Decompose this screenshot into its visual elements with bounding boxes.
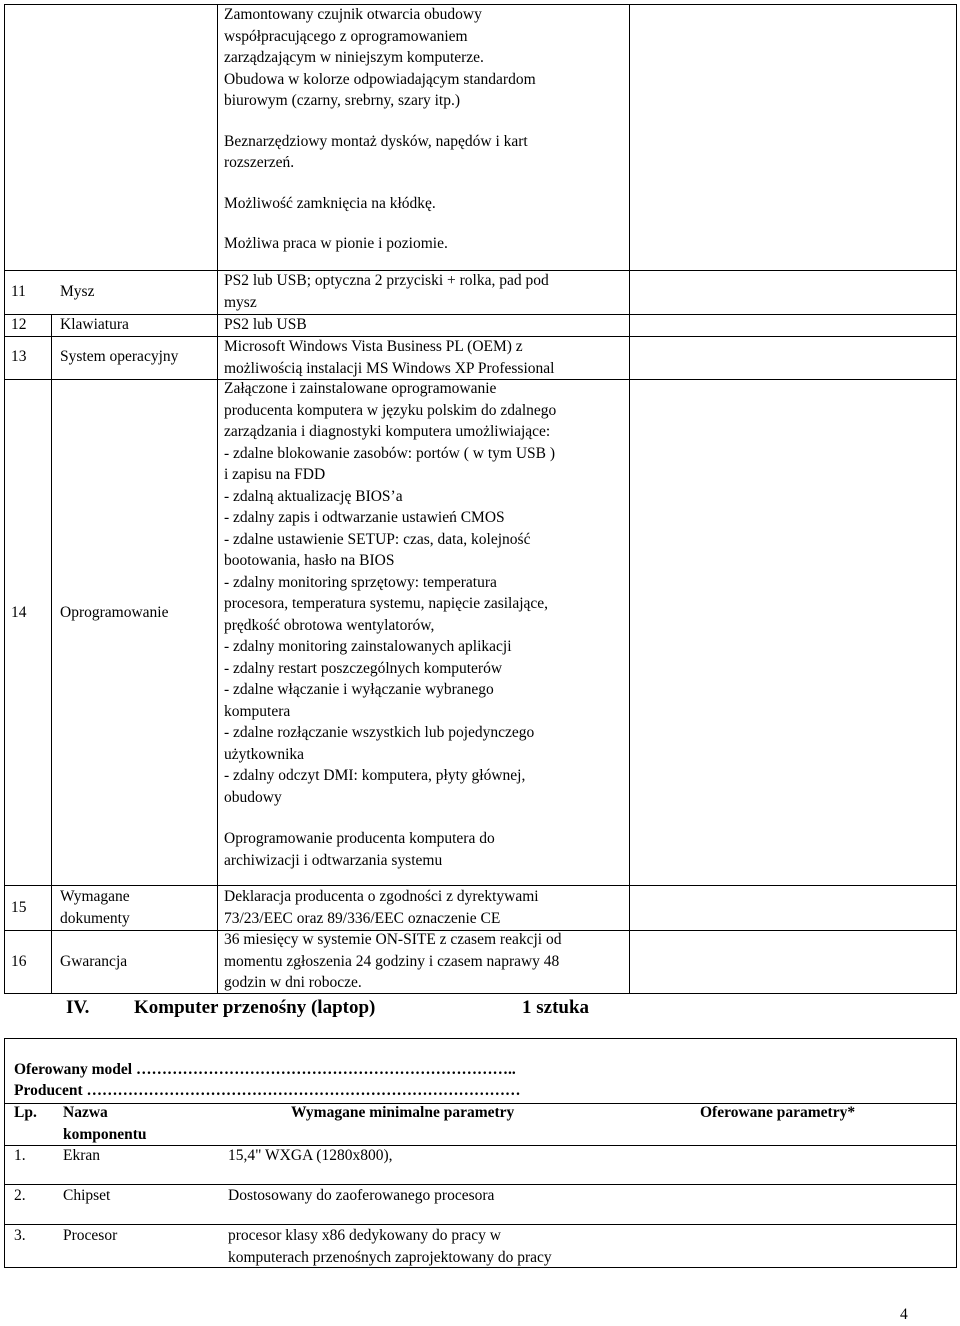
section-title: Komputer przenośny (laptop): [134, 997, 376, 1018]
text-line: komputera: [224, 702, 291, 720]
header-lp: Lp.: [14, 1104, 37, 1121]
bottom-row-2-lp: 2.: [14, 1187, 26, 1204]
text-line: Nazwa: [63, 1104, 108, 1121]
text-line: PS2 lub USB: [224, 316, 307, 333]
bottom-row-2-name: Chipset: [63, 1187, 111, 1204]
page-number: 4: [900, 1306, 908, 1323]
text-line: obudowy: [224, 788, 282, 806]
text-line: - zdalną aktualizację BIOS’a: [224, 487, 403, 505]
text-line: możliwością instalacji MS Windows XP Professional: [224, 359, 555, 377]
text-line: rozszerzeń.: [224, 154, 295, 171]
text-line: Microsoft Windows Vista Business PL (OEM) z: [224, 338, 523, 355]
header-required: Wymagane minimalne parametry: [291, 1104, 515, 1121]
text-line: Możliwość zamknięcia na kłódkę.: [224, 194, 436, 212]
bottom-table-left-border: [4, 1038, 5, 1268]
bottom-row-1-lp: 1.: [14, 1147, 26, 1164]
bottom-row-1-req: 15,4" WXGA (1280x800),: [228, 1147, 393, 1164]
text-line: i zapisu na FDD: [224, 466, 326, 483]
row-12-req: [224, 314, 624, 336]
text-line: Beznarzędziowy montaż dysków, napędów i kart: [224, 132, 528, 150]
text-line: - zdalny odczyt DMI: komputera, płyty głównej,: [224, 767, 526, 784]
bottom-row-2-req: Dostosowany do zaoferowanego procesora: [228, 1187, 495, 1204]
text-line: dokumenty: [60, 909, 130, 927]
bottom-row-3-req: [228, 1225, 552, 1268]
section-number: IV.: [66, 997, 90, 1018]
row-16-req: [224, 929, 624, 994]
text-line: 73/23/EEC oraz 89/336/EEC oznaczenie CE: [224, 909, 501, 927]
text-line: bootowania, hasło na BIOS: [224, 552, 395, 569]
text-line: - zdalny monitoring sprzętowy: temperatura: [224, 573, 497, 591]
row-16-name: Gwarancja: [60, 953, 128, 970]
text-line: Zamontowany czujnik otwarcia obudowy: [224, 6, 482, 23]
row-13-num: 13: [11, 348, 27, 365]
row-11-req: [224, 270, 624, 313]
bottom-row-3-name: Procesor: [63, 1227, 118, 1244]
text-line: PS2 lub USB; optyczna 2 przyciski + rolka, pad pod: [224, 272, 549, 289]
row-14-req: [224, 378, 624, 871]
text-line: Możliwa praca w pionie i poziomie.: [224, 235, 448, 252]
text-line: użytkownika: [224, 745, 305, 763]
text-line: - zdalne włączanie i wyłączanie wybranego: [224, 681, 494, 698]
row-14-num: 14: [11, 604, 27, 621]
text-line: współpracującego z oprogramowaniem: [224, 27, 468, 45]
text-line: 36 miesięcy w systemie ON-SITE z czasem reakcji od: [224, 931, 562, 948]
producer: Producent …………………………………………………………………………: [14, 1082, 521, 1099]
text-line: - zdalny zapis i odtwarzanie ustawień CMOS: [224, 509, 505, 526]
text-line: - zdalny restart poszczególnych komputerów: [224, 659, 503, 677]
text-line: zarządzającym w niniejszym komputerze.: [224, 49, 484, 66]
bottom-table-right-border: [956, 1038, 957, 1268]
text-line: Obudowa w kolorze odpowiadającym standardom: [224, 70, 536, 88]
text-line: momentu zgłoszenia 24 godziny i czasem naprawy 48: [224, 952, 560, 970]
text-line: procesor klasy x86 dedykowany do pracy w: [228, 1227, 501, 1244]
text-line: - zdalny monitoring zainstalowanych aplikacji: [224, 638, 512, 655]
section-quantity: 1 sztuka: [522, 997, 590, 1018]
top-table-left-border: [4, 4, 5, 994]
text-line: Załączone i zainstalowane oprogramowanie: [224, 380, 497, 397]
row-11-num: 11: [11, 283, 26, 300]
row-13-req: [224, 336, 624, 379]
row-14-name: Oprogramowanie: [60, 604, 169, 621]
text-line: - zdalne blokowanie zasobów: portów ( w tym USB ): [224, 444, 556, 462]
text-line: producenta komputera w języku polskim do zdalnego: [224, 401, 557, 419]
text-line: komputerach przenośnych zaprojektowany do pracy: [228, 1248, 552, 1266]
bottom-row-3-lp: 3.: [14, 1227, 26, 1244]
row-11-name: Mysz: [60, 283, 95, 300]
row-12-num: 12: [11, 316, 27, 333]
text-line: godzin w dni robocze.: [224, 974, 362, 991]
text-line: biurowym (czarny, srebrny, szary itp.): [224, 92, 461, 109]
row-13-name: System operacyjny: [60, 348, 179, 365]
row-16-num: 16: [11, 953, 27, 970]
row-15-name: [60, 886, 130, 929]
text-line: Oprogramowanie producenta komputera do: [224, 830, 495, 847]
row-12-name: Klawiatura: [60, 316, 129, 333]
header-offered: Oferowane parametry*: [700, 1104, 856, 1121]
text-line: - zdalne rozłączanie wszystkich lub pojedynczego: [224, 724, 535, 741]
text-line: archiwizacji i odtwarzania systemu: [224, 851, 443, 869]
top-table-divider-req: [629, 4, 630, 994]
top-table-divider-name: [217, 4, 218, 994]
offered-model: Oferowany model ………………………………………………………………..: [14, 1061, 516, 1078]
text-line: Deklaracja producenta o zgodności z dyrektywami: [224, 888, 539, 905]
top-table-right-border: [956, 4, 957, 994]
case-continuation-text: [224, 4, 624, 274]
text-line: - zdalne ustawienie SETUP: czas, data, kolejność: [224, 530, 531, 548]
text-line: zarządzania i diagnostyki komputera umożliwiające:: [224, 423, 551, 440]
top-table-divider-num: [51, 314, 52, 994]
text-line: procesora, temperatura systemu, napięcie zasilające,: [224, 595, 549, 612]
bottom-table-border-top: [4, 1038, 957, 1039]
row-15-req: [224, 886, 624, 929]
text-line: Wymagane: [60, 888, 130, 905]
bottom-row-1-name: Ekran: [63, 1147, 101, 1164]
header-name: [63, 1102, 147, 1145]
row-15-num: 15: [11, 899, 27, 916]
text-line: mysz: [224, 293, 257, 311]
text-line: komponentu: [63, 1125, 147, 1143]
bottom-row-border-1: [4, 1145, 957, 1146]
text-line: prędkość obrotowa wentylatorów,: [224, 616, 435, 634]
